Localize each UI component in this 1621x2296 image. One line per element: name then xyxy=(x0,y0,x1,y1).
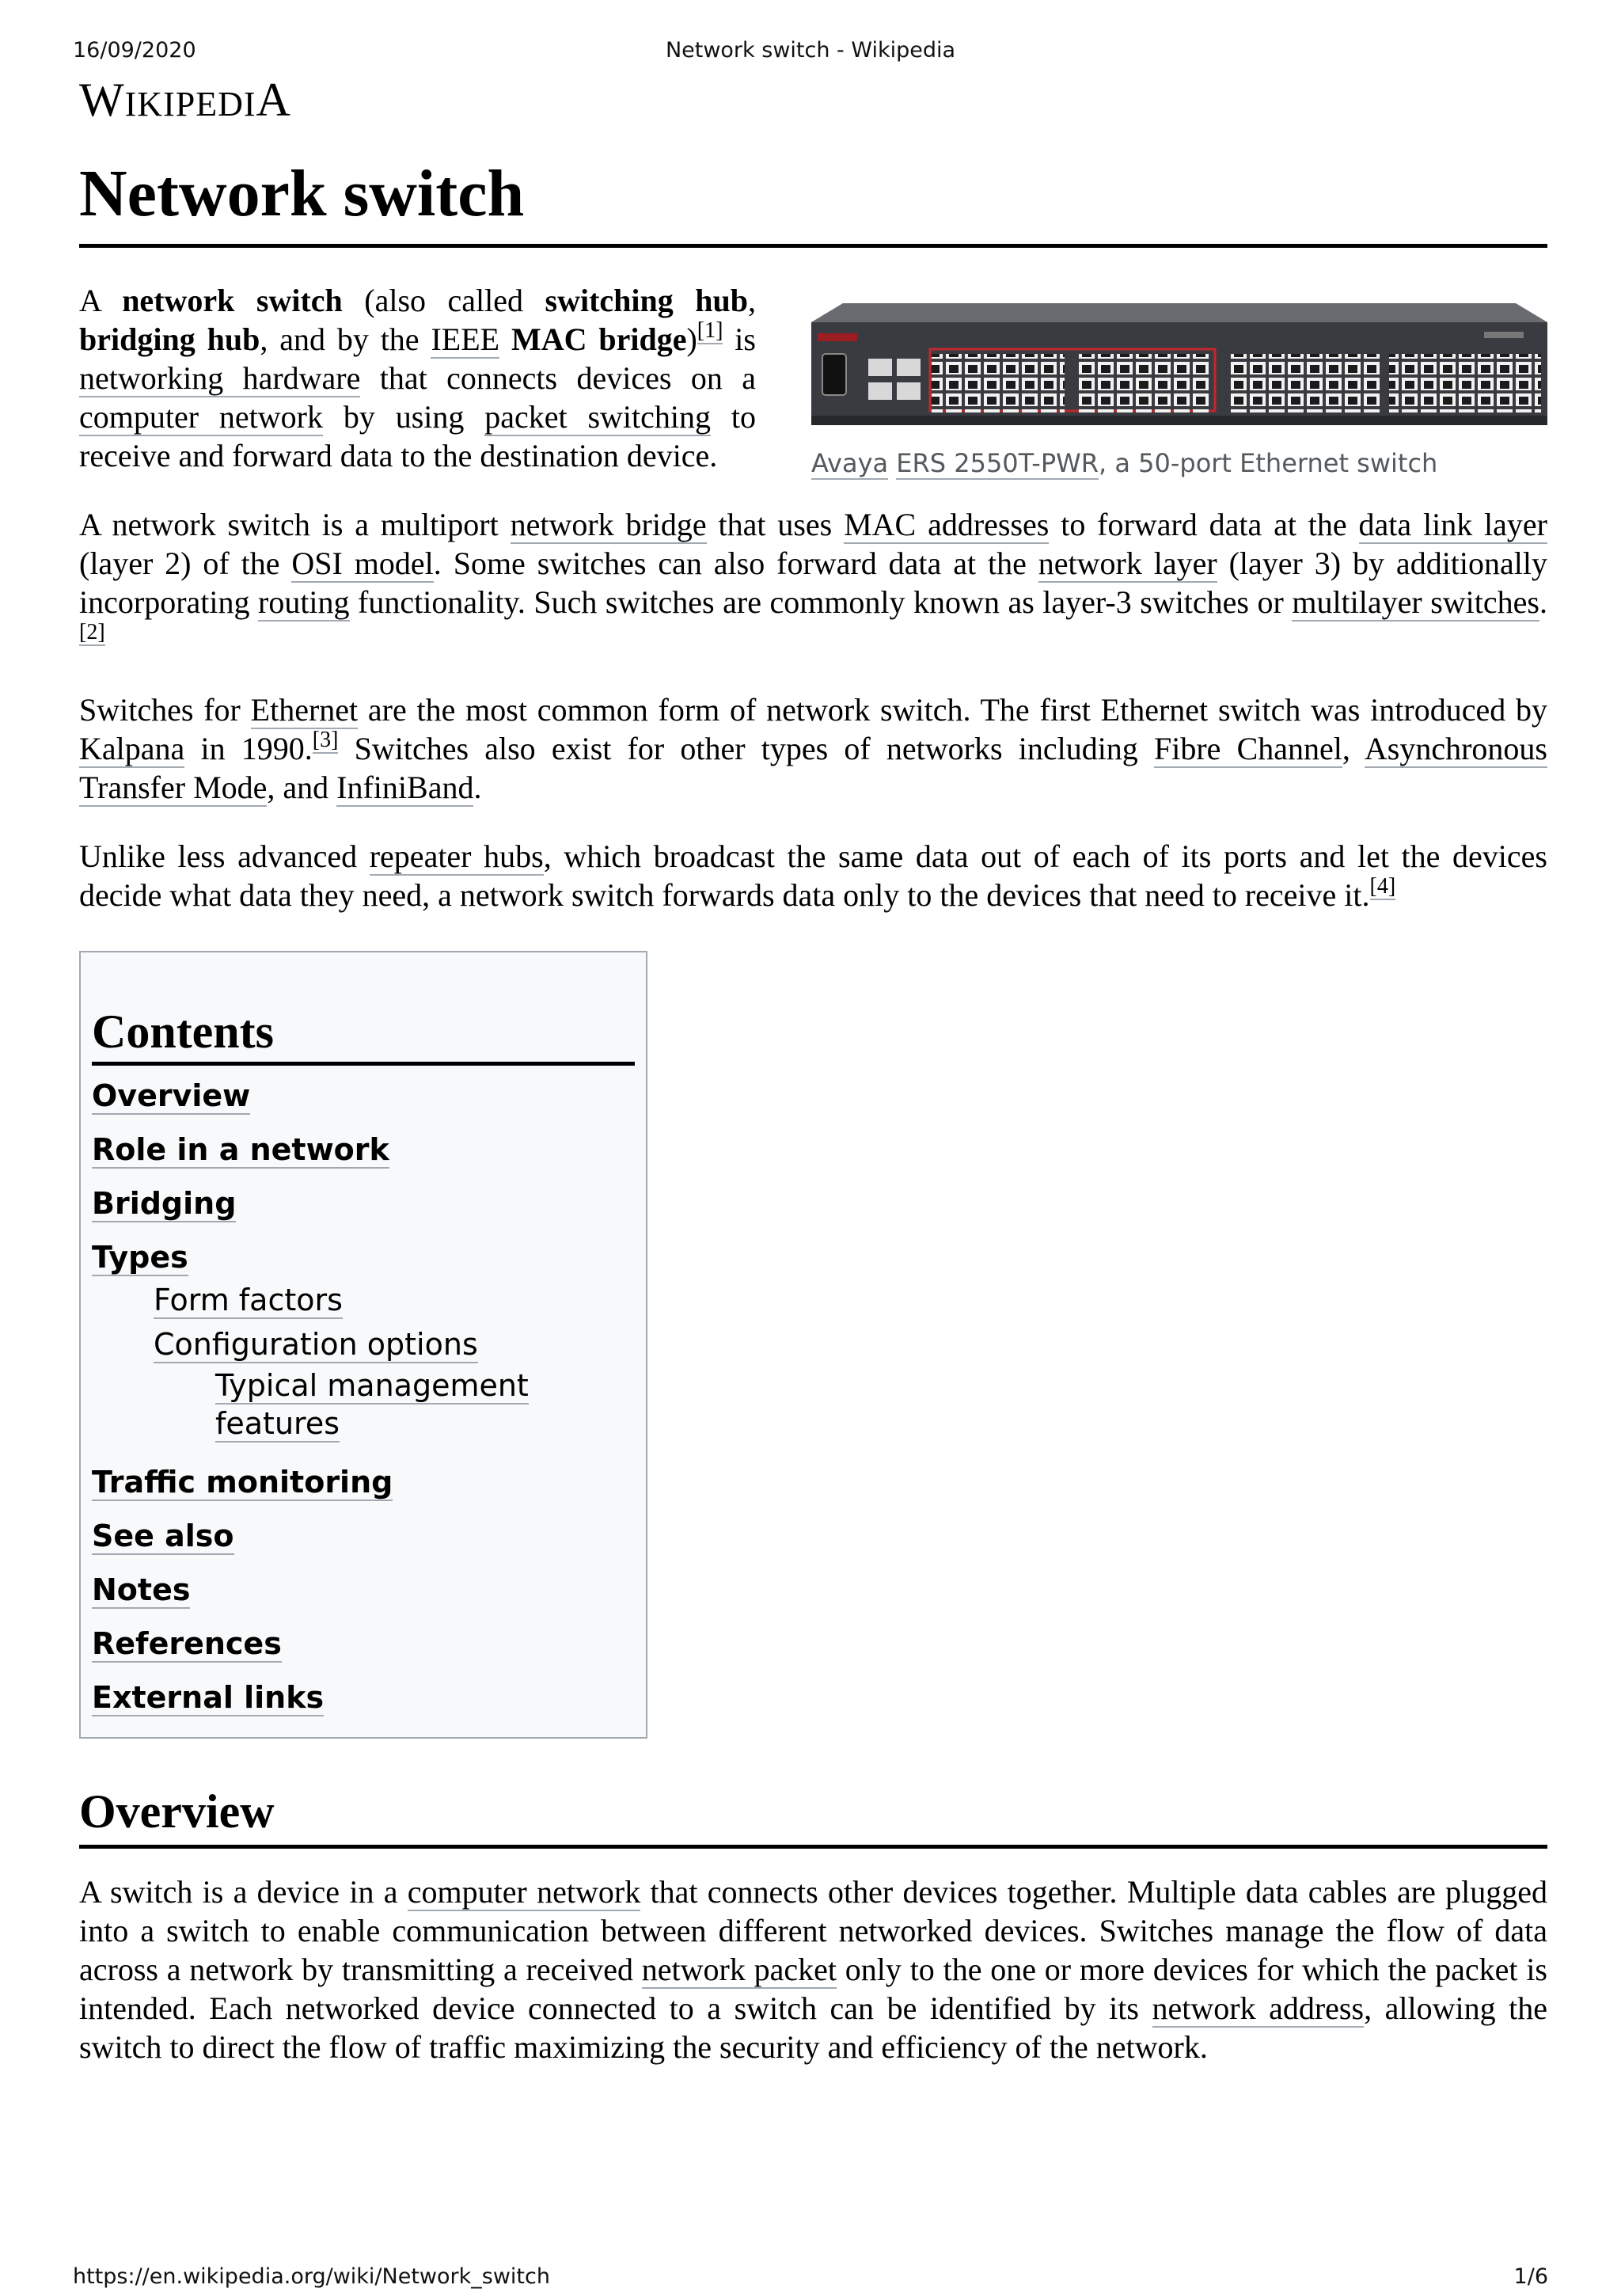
toc-item-overview: Overview xyxy=(92,1078,251,1113)
page-title: Network switch xyxy=(79,150,1547,248)
osi-model-link[interactable]: OSI model xyxy=(291,545,434,581)
toc-title: Contents xyxy=(92,1003,635,1066)
toc-list xyxy=(92,1077,635,1716)
citation-1: [1] xyxy=(697,318,723,343)
toc-item-references: References xyxy=(92,1626,282,1661)
data-link-layer-link[interactable]: data link layer xyxy=(1358,507,1547,542)
network-packet-link[interactable]: network packet xyxy=(641,1952,837,1987)
toc-item-role-in-a-network: Role in a network xyxy=(92,1132,389,1167)
ieee-link[interactable]: IEEE xyxy=(431,321,500,357)
atm-link[interactable]: Asynchronous Transfer Mode xyxy=(79,731,1547,805)
avaya-link[interactable]: Avaya xyxy=(811,448,889,478)
toc-item-notes: Notes xyxy=(92,1572,191,1607)
print-page-number: 1/6 xyxy=(1513,2264,1548,2289)
citation-2: [2] xyxy=(79,620,105,644)
lead-paragraph-2: A network switch is a multiport network bridge that uses MAC addresses to forward data at the data link layer (layer 2) of the OSI model. Some switches can also forward data at the network layer (layer 3) by additionally incorporating routing functionality. Such switches are commonly known as layer-3 switches or multilayer switches.[2] xyxy=(79,507,1548,644)
toc-item-configuration-options: Configuration options xyxy=(154,1327,478,1362)
pdf-print-footer xyxy=(0,2264,1621,2296)
computer-network-link[interactable]: computer network xyxy=(79,399,323,435)
overview-paragraph: A switch is a device in a computer network that connects other devices together. Multiple data cables are plugged into a switch to enable communication between different networked devices. Switches manage the flow of data across a network by transmitting a received network packet only to the one or more devices for which the packet is intended. Each networked device connected to a switch can be identified by its network address, allowing the switch to direct the flow of traffic maximizing the security and efficiency of the network. xyxy=(79,1874,1547,2065)
citation-3: [3] xyxy=(312,728,339,752)
image-caption: Avaya ERS 2550T-PWR, a 50-port Ethernet switch xyxy=(811,448,1438,478)
pdf-print-header xyxy=(0,38,1621,70)
computer-network-link-2[interactable]: computer network xyxy=(407,1874,641,1910)
citation-4: [4] xyxy=(1369,874,1396,899)
print-url: https://en.wikipedia.org/wiki/Network_switch xyxy=(73,2264,550,2289)
lead-paragraph-1: A network switch (also called switching hub, bridging hub, and by the IEEE MAC bridge)[1] is networking hardware that connects devices on a computer network by using packet switching to receive and forward data to the destination device. xyxy=(79,283,756,473)
article-content xyxy=(79,150,1547,2096)
print-page-title: Network switch - Wikipedia xyxy=(665,38,956,63)
network-bridge-link[interactable]: network bridge xyxy=(510,507,707,542)
toc-item-external-links: External links xyxy=(92,1680,325,1715)
network-address-link[interactable]: network address xyxy=(1152,1990,1365,2026)
infobox-image xyxy=(788,281,1547,481)
toc-item-typical-management-features: Typical management features xyxy=(215,1368,529,1441)
toc-item-traffic-monitoring: Traffic monitoring xyxy=(92,1465,393,1500)
section-heading-overview: Overview xyxy=(79,1781,1547,1849)
mac-addresses-link[interactable]: MAC addresses xyxy=(844,507,1050,542)
ethernet-switch-image[interactable] xyxy=(811,281,1547,439)
toc-item-see-also: See also xyxy=(92,1519,234,1553)
wikipedia-wordmark[interactable]: WIKIPEDIA xyxy=(79,74,291,126)
lead-section xyxy=(79,281,1547,914)
lead-paragraph-3: Switches for Ethernet are the most common form of network switch. The first Ethernet switch was introduced by Kalpana in 1990.[3] Switches also exist for other types of networks including Fibre Channel, Asynchronous Transfer Mode, and InfiniBand. xyxy=(79,692,1547,805)
lead-paragraph-4: Unlike less advanced repeater hubs, which broadcast the same data out of each of its ports and let the devices decide what data they need, a network switch forwards data only to the devices that need to receive it.[4] xyxy=(79,838,1547,913)
kalpana-link[interactable]: Kalpana xyxy=(79,731,185,766)
networking-hardware-link[interactable]: networking hardware xyxy=(79,360,361,396)
table-of-contents xyxy=(79,951,647,1739)
multilayer-switches-link[interactable]: multilayer switches xyxy=(1292,584,1539,620)
infiniband-link[interactable]: InfiniBand xyxy=(336,770,474,805)
packet-switching-link[interactable]: packet switching xyxy=(484,399,712,435)
routing-link[interactable]: routing xyxy=(258,584,350,620)
ers-2550t-pwr-link[interactable]: ERS 2550T-PWR xyxy=(896,448,1099,478)
print-date: 16/09/2020 xyxy=(73,38,196,63)
toc-item-form-factors: Form factors xyxy=(154,1283,343,1317)
network-layer-link[interactable]: network layer xyxy=(1038,545,1217,581)
ethernet-link[interactable]: Ethernet xyxy=(250,692,359,728)
repeater-hubs-link[interactable]: repeater hubs xyxy=(369,838,544,874)
toc-item-bridging: Bridging xyxy=(92,1186,237,1221)
fibre-channel-link[interactable]: Fibre Channel xyxy=(1154,731,1342,766)
toc-item-types: Types xyxy=(92,1240,188,1275)
